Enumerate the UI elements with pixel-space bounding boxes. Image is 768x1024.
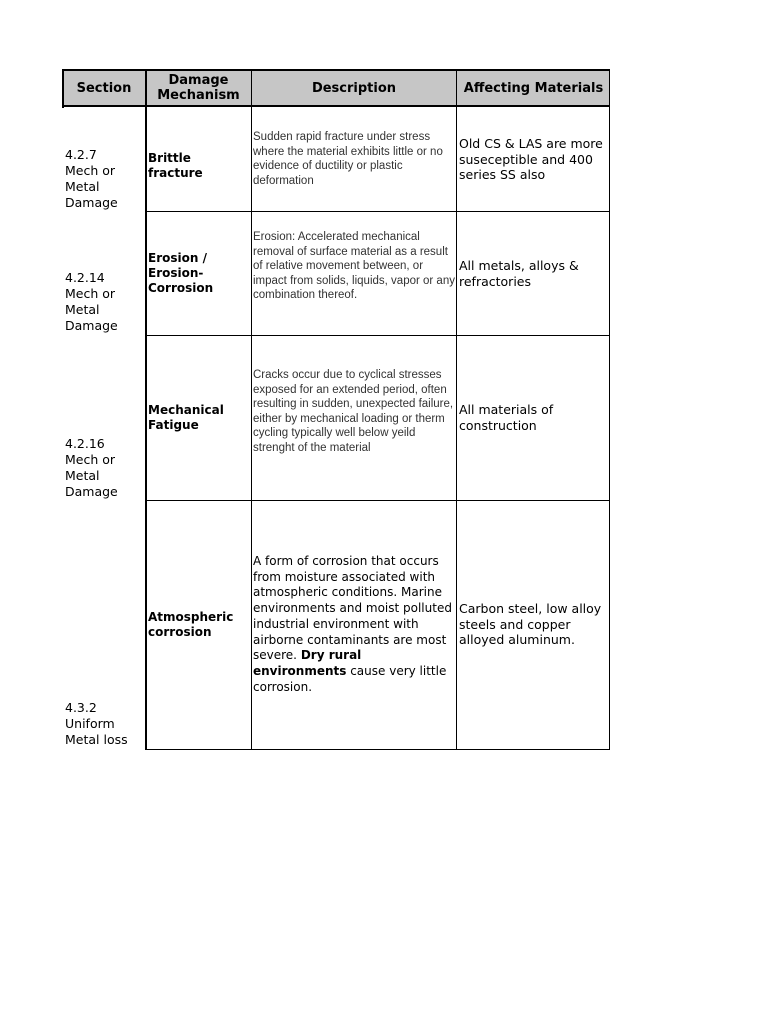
row3-section-line3: Metal [65,468,100,483]
row4-description [253,554,456,695]
row2-materials: All metals, alloys & refractories [459,258,579,289]
header-section [62,71,146,105]
border-left-header [62,69,64,108]
row2-description: Erosion: Accelerated mechanical removal of surface material as a result of relative movement between, or impact from solids, liquids, vapor or any combination thereof. [253,231,455,302]
row3-section [65,436,145,500]
row1-section-line3: Metal [65,179,100,194]
header-affecting-materials [457,71,610,105]
header-section-label: Section [76,80,132,96]
row3-materials: All materials of construction [459,402,554,433]
border-col1 [145,69,147,750]
header-damage-label-2: Mechanism [157,88,240,103]
row2-mechanism: Erosion / Erosion-Corrosion [148,251,214,295]
row4-section-line3: Metal loss [65,732,128,747]
border-col2 [251,69,252,750]
row4-section [65,700,145,748]
row4-description-text-end: cause very little corrosion. [253,663,447,694]
row4-mechanism: Atmospheric corrosion [148,610,234,639]
row2-section-number: 4.2.14 [65,270,105,285]
header-damage-label-1: Damage [168,73,229,88]
row1-description: Sudden rapid fracture under stress where the material exhibits little or no evidence of ductility or plastic deformation [253,131,443,187]
header-damage-mechanism [146,71,251,105]
row2-section-line4: Damage [65,318,118,333]
header-description-label: Description [311,80,397,96]
row1-mechanism: Brittle fracture [148,151,203,180]
row3-description: Cracks occur due to cyclical stresses exposed for an extended period, often resulting in sudden, unexpected failure, either by mechanical loading or therm cycling typically well below yeild strenght of the material [253,369,454,454]
row1-section [65,147,145,211]
row-divider-1 [146,211,610,212]
row-divider-2 [146,335,610,336]
row4-materials: Carbon steel, low alloy steels and copper alloyed aluminum. [459,601,602,648]
row3-section-number: 4.2.16 [65,436,105,451]
row-divider-3 [146,500,610,501]
row4-description-emphasis: Dry rural environments [253,648,362,678]
row1-section-line2: Mech or [65,163,116,178]
row2-section-line2: Mech or [65,286,116,301]
header-description [251,71,457,105]
border-right [609,69,610,750]
row-divider-bottom [146,749,610,750]
row3-mechanism: Mechanical Fatigue [148,403,224,432]
row1-materials: Old CS & LAS are more suseceptible and 400 series SS also [459,136,603,183]
row4-section-line2: Uniform [65,716,115,731]
row1-section-line4: Damage [65,195,118,210]
row3-section-line2: Mech or [65,452,116,467]
row3-section-line4: Damage [65,484,118,499]
row2-section [65,270,145,334]
row2-section-line3: Metal [65,302,100,317]
header-materials-label: Affecting Materials [463,80,604,96]
border-col3 [456,69,457,750]
row1-section-number: 4.2.7 [65,147,97,162]
row4-description-text: A form of corrosion that occurs from moisture associated with atmospheric conditions. Marine environments and moist polluted industrial environment with airborne contaminants are most severe. [253,554,452,663]
row4-section-number: 4.3.2 [65,700,97,715]
